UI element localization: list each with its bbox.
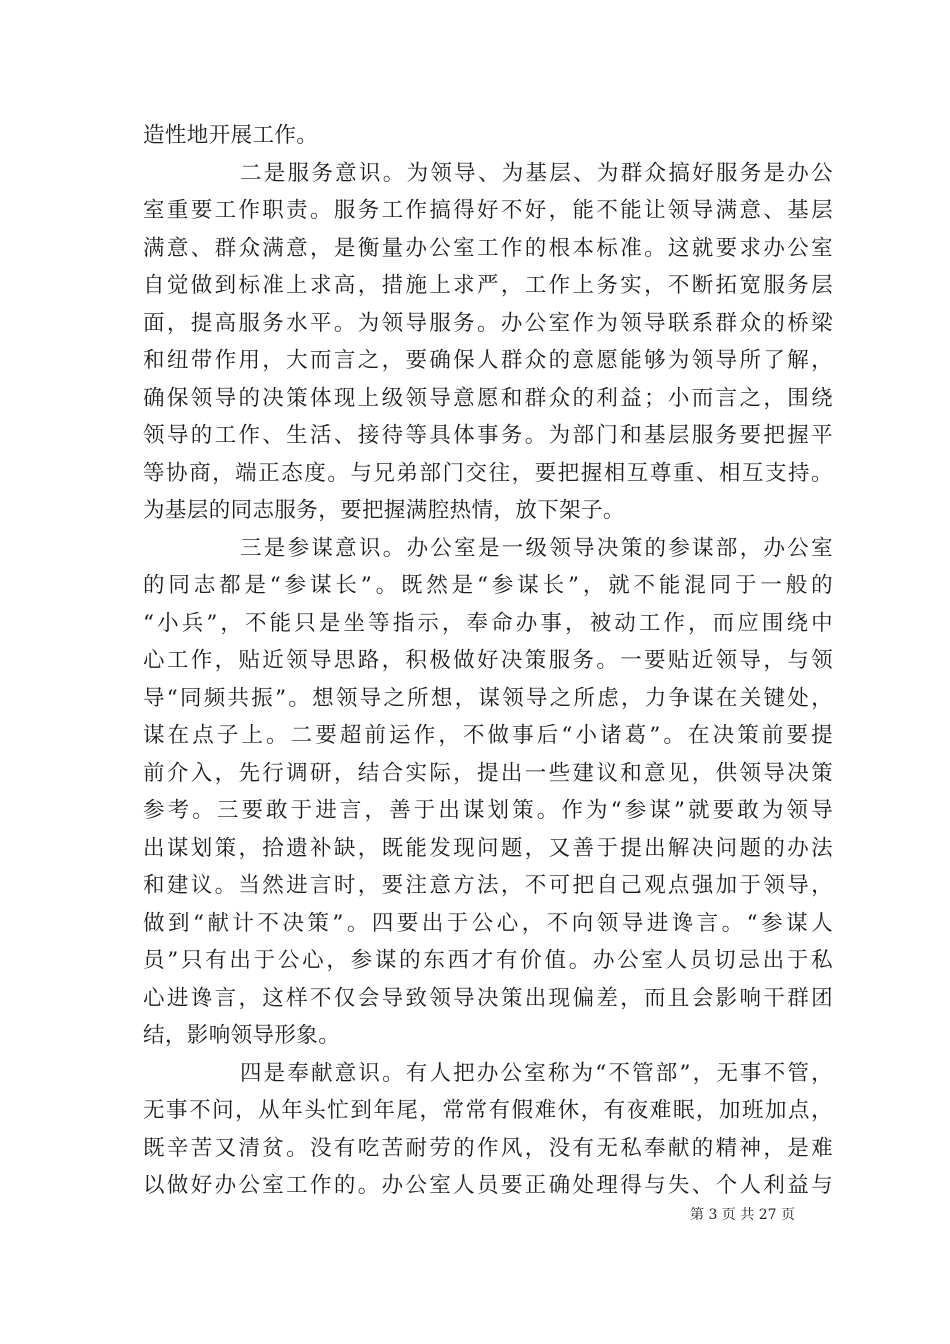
text-line: 造性地开展工作。 [143,123,319,148]
text-line: 室重要工作职责。服务工作搞得好不好，能不能让领导满意、基层 [143,198,833,223]
text-line: 出谋划策，拾遗补缺，既能发现问题，又善于提出解决问题的办法 [143,835,833,861]
text-line: 谋在点子上。二要超前运作，不做事后“小诸葛”。在决策前要提 [143,723,833,748]
body-text [143,117,833,1205]
text-line: 四是奉献意识。有人把办公室称为“不管部”，无事不管， [240,1060,833,1086]
text-line: 等协商，端正态度。与兄弟部门交往，要把握相互尊重、相互支持。 [143,460,833,486]
text-line: 为基层的同志服务，要把握满腔热情，放下架子。 [143,498,625,523]
page-number-footer: 第 3 页 共 27 页 [690,1207,795,1223]
text-line: 前介入，先行调研，结合实际，提出一些建议和意见，供领导决策 [143,760,833,786]
text-line: 以做好办公室工作的。办公室人员要正确处理得与失、个人利益与 [143,1173,833,1198]
text-line: 二是服务意识。为领导、为基层、为群众搞好服务是办公 [240,160,833,186]
text-line: 确保领导的决策体现上级领导意愿和群众的利益；小而言之，围绕 [143,385,833,411]
text-line: 既辛苦又清贫。没有吃苦耐劳的作风，没有无私奉献的精神，是难 [143,1135,833,1161]
text-line: 结，影响领导形象。 [143,1023,341,1048]
text-line: 和纽带作用，大而言之，要确保人群众的意愿能够为领导所了解， [143,348,833,373]
text-line: 无事不问，从年头忙到年尾，常常有假难休，有夜难眠，加班加点， [143,1098,833,1123]
text-line: 和建议。当然进言时，要注意方法，不可把自己观点强加于领导， [143,873,833,898]
text-line: 面，提高服务水平。为领导服务。办公室作为领导联系群众的桥梁 [143,310,833,336]
text-line: 三是参谋意识。办公室是一级领导决策的参谋部，办公室 [240,535,833,561]
text-line: 员”只有出于公心，参谋的东西才有价值。办公室人员切忌出于私 [143,948,833,973]
text-line: 领导的工作、生活、接待等具体事务。为部门和基层服务要把握平 [143,423,833,448]
text-line: 心工作，贴近领导思路，积极做好决策服务。一要贴近领导，与领 [143,648,833,673]
text-line: 导“同频共振”。想领导之所想，谋领导之所虑，力争谋在关键处， [143,685,833,711]
text-line: 心进谗言，这样不仅会导致领导决策出现偏差，而且会影响干群团 [143,985,833,1011]
text-line: 参考。三要敢于进言，善于出谋划策。作为“参谋”就要敢为领导 [143,798,833,823]
text-line: 满意、群众满意，是衡量办公室工作的根本标准。这就要求办公室 [143,235,833,261]
text-line: 做到“献计不决策”。四要出于公心，不向领导进谗言。“参谋人 [143,910,833,936]
text-line: 的同志都是“参谋长”。既然是“参谋长”，就不能混同于一般的 [143,573,833,598]
text-line: 自觉做到标准上求高，措施上求严，工作上务实，不断拓宽服务层 [143,273,833,298]
text-line: “小兵”，不能只是坐等指示，奉命办事，被动工作，而应围绕中 [143,610,833,636]
